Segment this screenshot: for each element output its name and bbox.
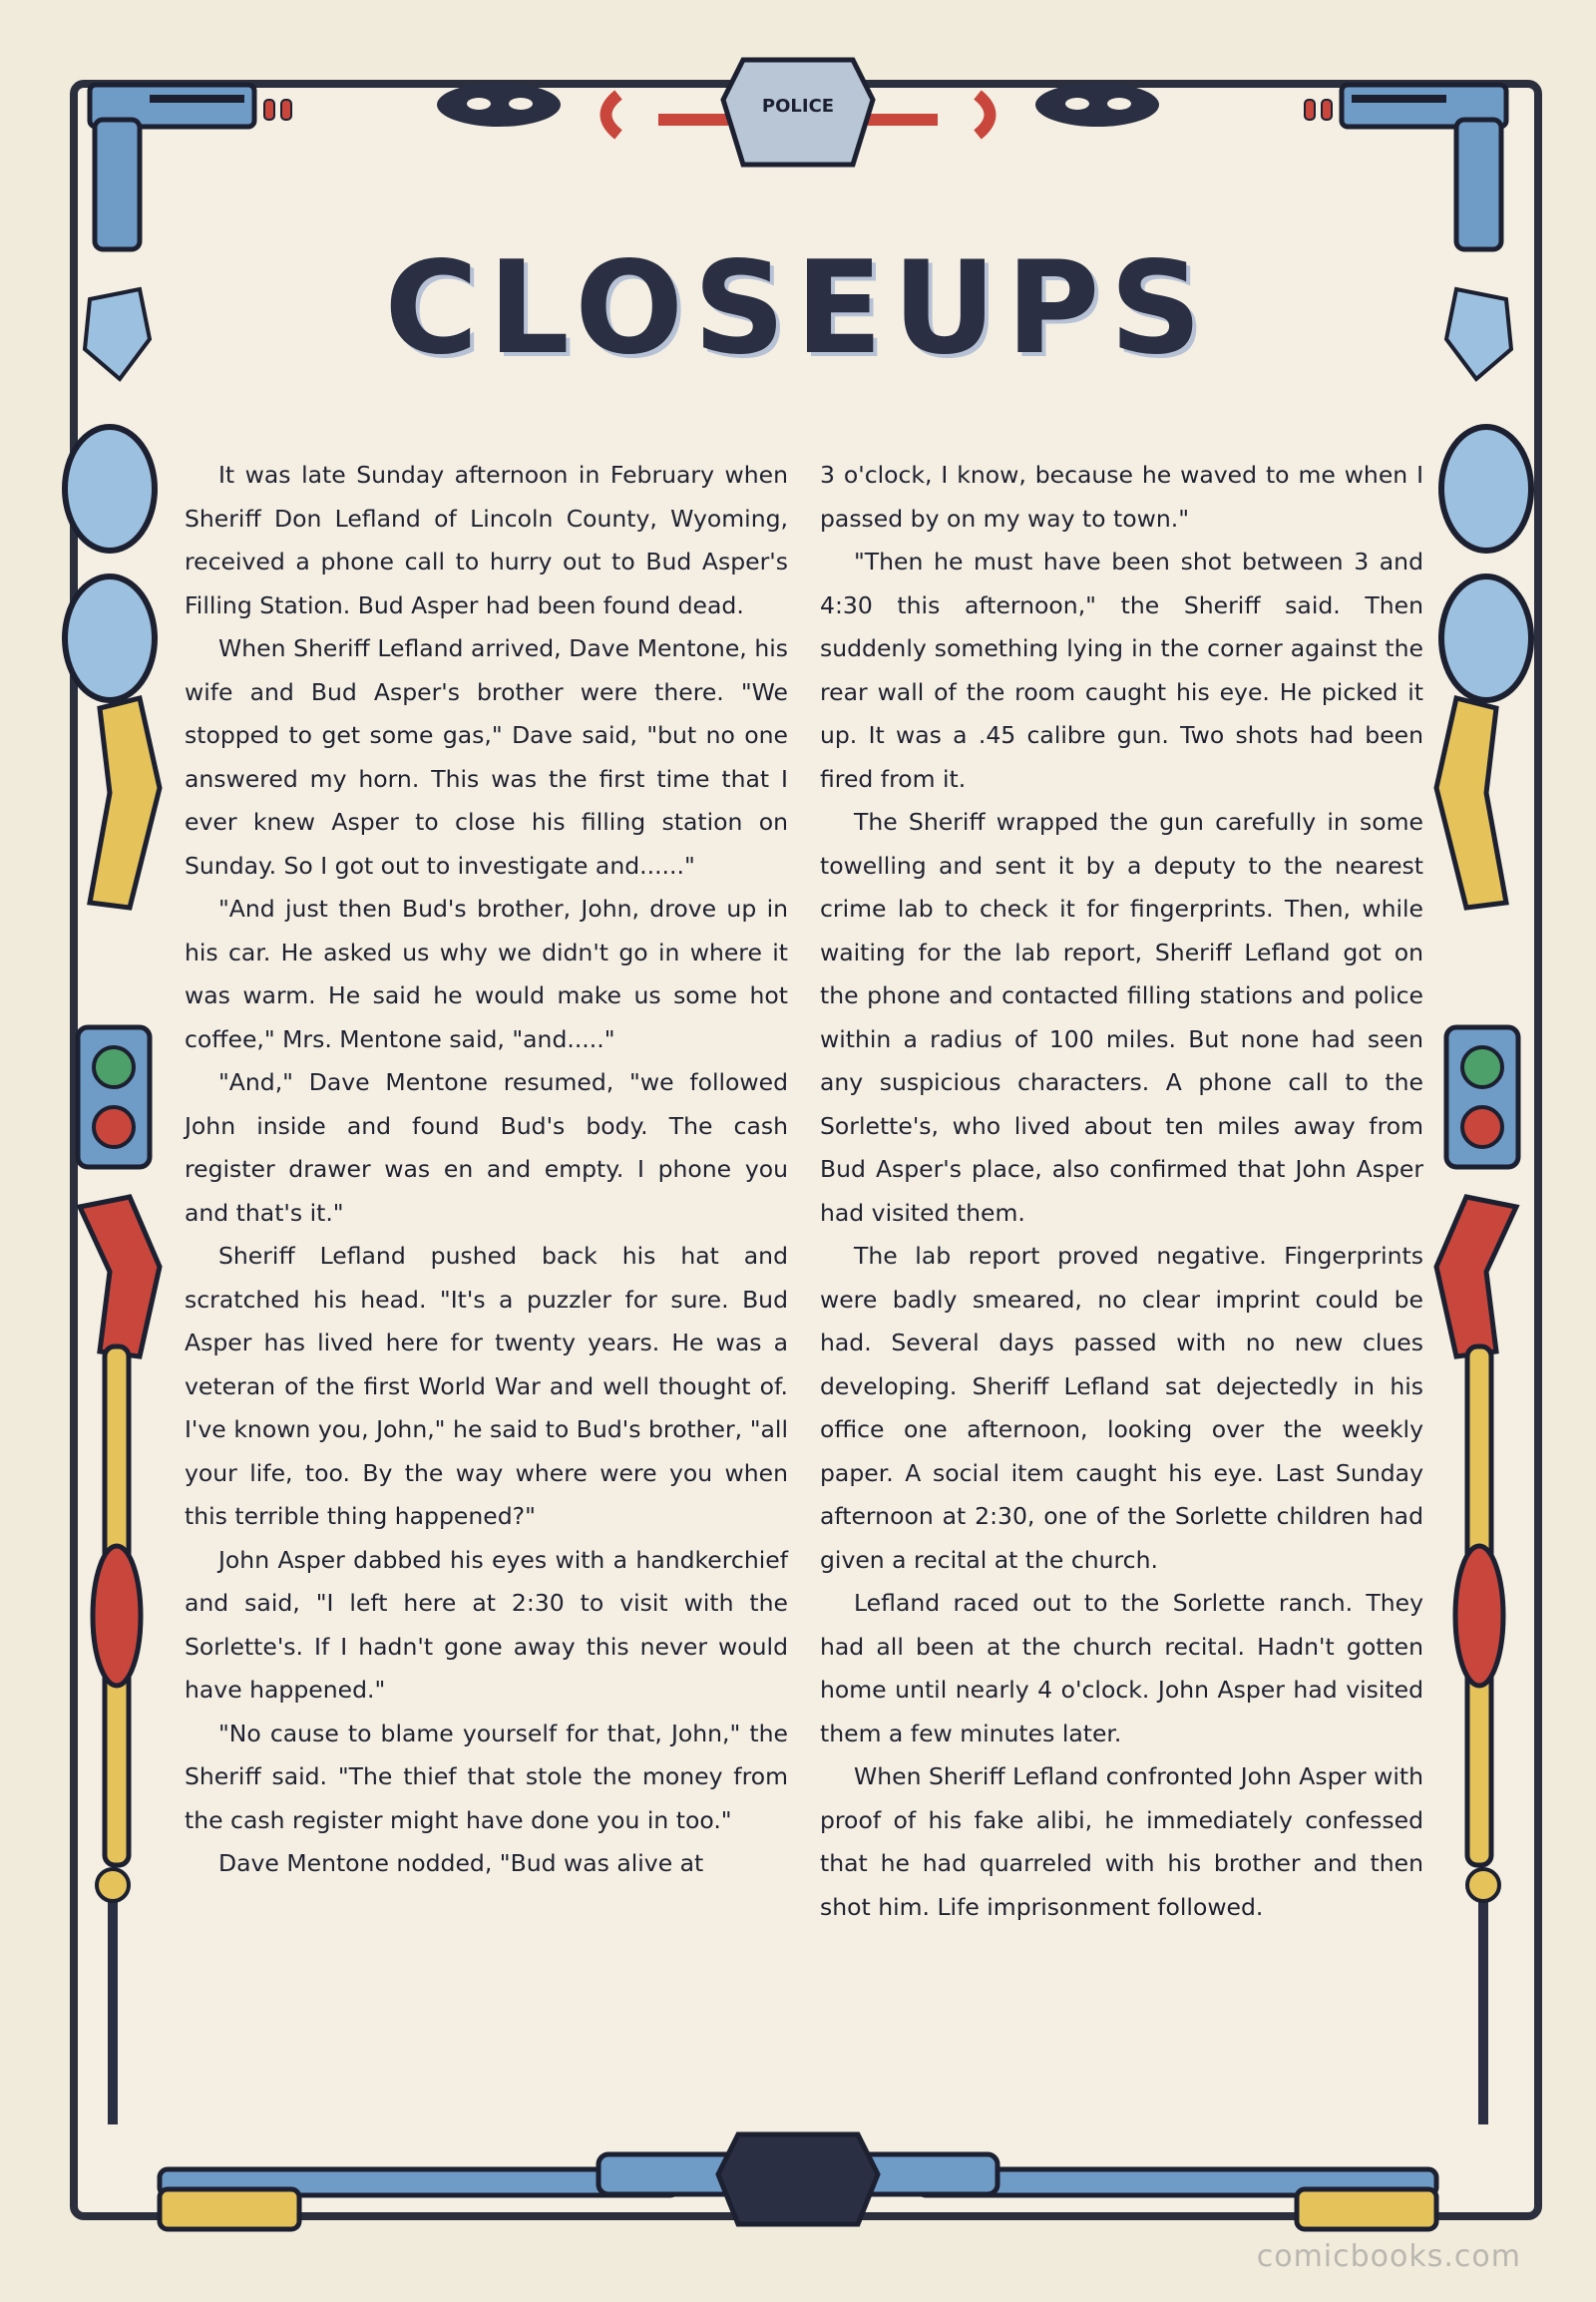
paragraph: John Asper dabbed his eyes with a handkerchief and said, "I left here at 2:30 to visit with the Sorlette's. If I hadn't gone away this never would have happened." bbox=[185, 1545, 788, 1704]
street-lamp-icon bbox=[1467, 1869, 1499, 2124]
paragraph: Dave Mentone nodded, "Bud was alive at bbox=[218, 1849, 704, 1877]
svg-text:POLICE: POLICE bbox=[761, 96, 835, 117]
street-lamp-icon bbox=[97, 1869, 129, 2124]
mask-icon bbox=[1035, 83, 1159, 127]
handcuffs-icon bbox=[1441, 427, 1531, 700]
nightstick-icon bbox=[93, 1346, 141, 1865]
paragraph: When Sheriff Lefland arrived, Dave Mentone, his wife and Bud Asper's brother were there. "We stopped to get some gas," Dave said, "but no one answered my horn. This was the first time that I ever knew Asper to close his filling station on Sunday. So I got out to investigate and......" bbox=[185, 634, 788, 880]
traffic-light-icon bbox=[1446, 1027, 1518, 1167]
page-title: CLOSEUPS bbox=[384, 234, 1212, 383]
watermark: comicbooks.com bbox=[1256, 2239, 1521, 2274]
police-badge-icon bbox=[598, 2134, 998, 2224]
pistol-icon bbox=[1342, 85, 1506, 249]
paragraph: "And just then Bud's brother, John, drove up in his car. He asked us why we didn't go in where it was warm. He said he would make us some hot coffee," Mrs. Mentone said, "and....." bbox=[185, 895, 788, 1053]
paragraph: It was late Sunday afternoon in February when Sheriff Don Lefland of Lincoln County, Wyoming, received a phone call to hurry out to Bud Asper's Filling Station. Bud Asper had been found dead. bbox=[185, 461, 788, 619]
paragraph: "Then he must have been shot between 3 and 4:30 this afternoon," the Sheriff said. Then suddenly something lying in the corner against the rear wall of the room caught his eye. He picked it up. It was a .45 calibre gun. Two shots had been fired from it. bbox=[820, 548, 1423, 793]
revolver-icon bbox=[1436, 698, 1506, 908]
left-column bbox=[185, 454, 788, 1886]
handcuffs-icon bbox=[65, 427, 155, 700]
nightstick-icon bbox=[1455, 1346, 1503, 1865]
paragraph: The lab report proved negative. Fingerprints were badly smeared, no clear imprint could be had. Several days passed with no new clues developing. Sheriff Lefland sat dejectedly in his office one afternoon, looking over the weekly paper. A social item caught his eye. Last Sunday afternoon at 2:30, one of the Sorlette children had given a recital at the church. bbox=[820, 1242, 1423, 1574]
paragraph: Lefland raced out to the Sorlette ranch. They had all been at the church recital. Hadn't gotten home until nearly 4 o'clock. John Asper had visited them a few minutes later. bbox=[820, 1589, 1423, 1747]
revolver-icon bbox=[90, 698, 160, 908]
paragraph: When Sheriff Lefland confronted John Asper with proof of his fake alibi, he immediately confessed that he had quarreled with his brother and then shot him. Life imprisonment followed. bbox=[820, 1762, 1423, 1921]
pistol-icon bbox=[90, 85, 254, 249]
revolver-icon bbox=[80, 1197, 160, 1356]
police-badge-icon bbox=[723, 60, 873, 165]
paragraph: The Sheriff wrapped the gun carefully in some towelling and sent it by a deputy to the nearest crime lab to check it for fingerprints. Then, while waiting for the lab report, Sheriff Lefland got on the phone and contacted filling stations and police within a radius of 100 miles. But none had seen any suspicious characters. A phone call to the Sorlette's, who lived about ten miles away from Bud Asper's place, also confirmed that John Asper had visited them. bbox=[820, 808, 1423, 1227]
paragraph: "No cause to blame yourself for that, John," the Sheriff said. "The thief that stole the money from the cash register might have done you in too." bbox=[185, 1719, 788, 1834]
paragraph: "And," Dave Mentone resumed, "we followed John inside and found Bud's body. The cash register drawer was en and empty. I phone you and that's it." bbox=[185, 1068, 788, 1227]
paragraph: 3 o'clock, I know, because he waved to me when I passed by on my way to town." bbox=[820, 461, 1423, 533]
mask-icon bbox=[437, 83, 561, 127]
traffic-light-icon bbox=[78, 1027, 150, 1167]
right-column bbox=[820, 454, 1423, 1929]
paragraph: Sheriff Lefland pushed back his hat and scratched his head. "It's a puzzler for sure. Bud Asper has lived here for twenty years. He was a veteran of the first World War and well thought of. I've known you, John," he said to Bud's brother, "all your life, too. By the way where were you when this terrible thing happened?" bbox=[185, 1242, 788, 1530]
revolver-icon bbox=[1436, 1197, 1516, 1356]
